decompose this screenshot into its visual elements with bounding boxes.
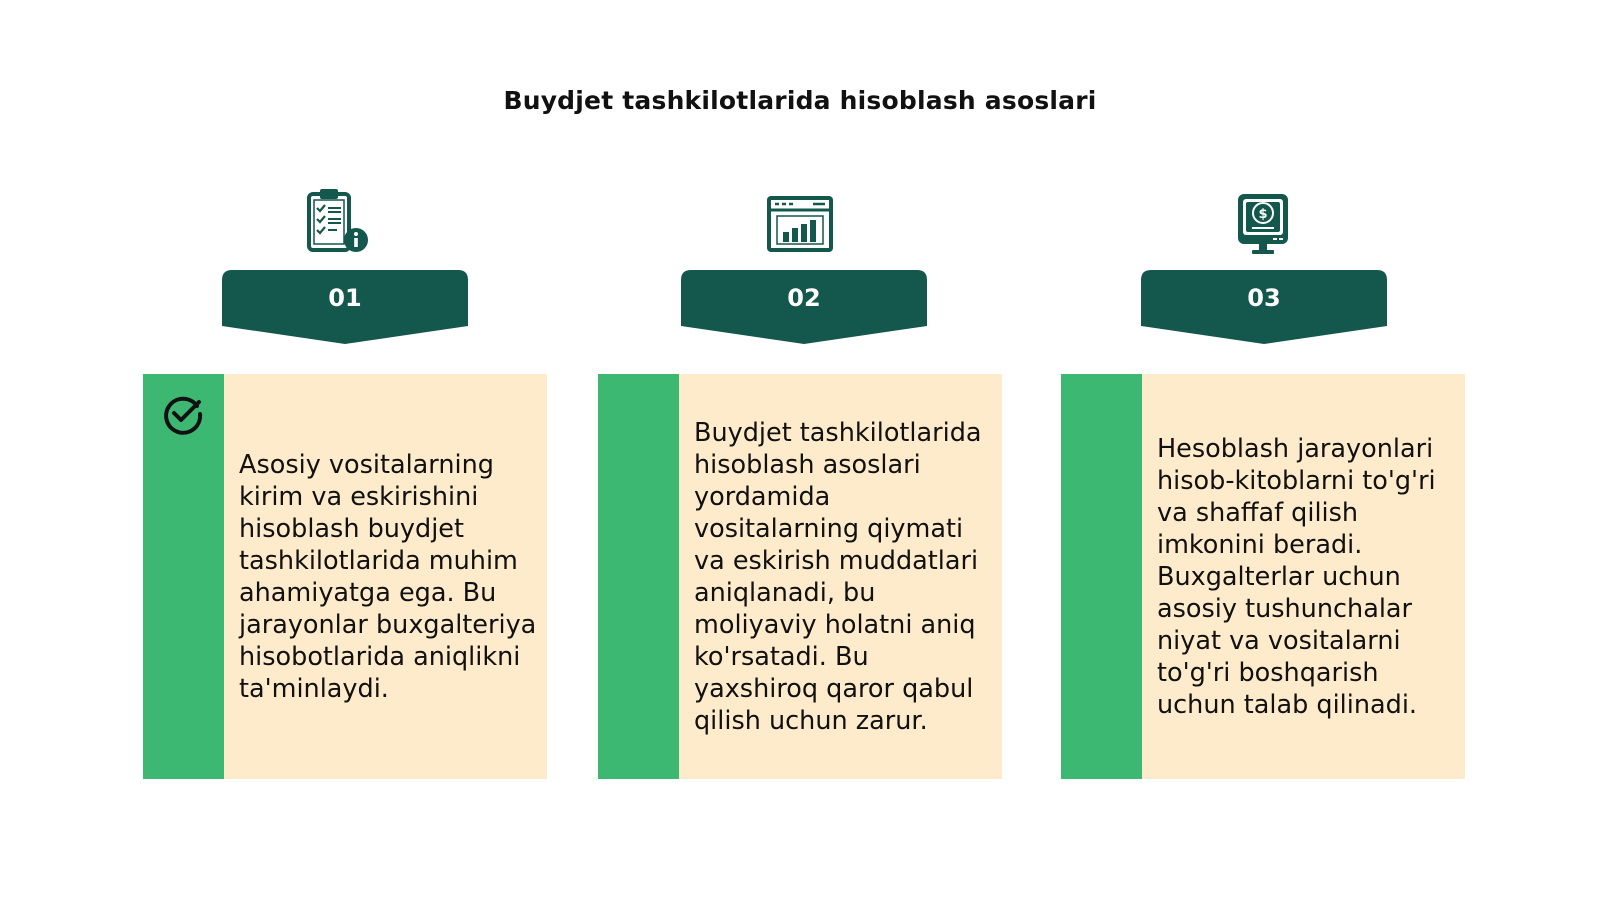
step-badge	[1141, 270, 1387, 346]
step-number: 02	[787, 284, 821, 312]
step-description: Buydjet tashkilotlarida hisoblash asoslari yordamida vositalarning qiymati va eskirish muddatlari aniqlanadi, bu moliyaviy holatni aniq ko'rsatadi. Bu yaxshiroq qaror qabul qilish uchun zarur.	[694, 417, 982, 736]
clipboard-checklist-info-icon	[303, 188, 373, 258]
panel-stripe	[598, 374, 679, 779]
step-panel	[598, 374, 1002, 779]
check-circle-icon	[161, 392, 205, 436]
step-badge	[222, 270, 468, 346]
dollar-monitor-icon	[1228, 188, 1298, 258]
step-description: Hesoblash jarayonlari hisob-kitoblarni to'g'ri va shaffaf qilish imkonini beradi. Buxgalterlar uchun asosiy tushunchalar niyat va vositalarni to'g'ri boshqarish uchun talab qilinadi.	[1157, 433, 1436, 720]
panel-stripe	[1061, 374, 1142, 779]
step-description: Asosiy vositalarning kirim va eskirishini hisoblash buydjet tashkilotlarida muhim ahamiyatga ega. Bu jarayonlar buxgalteriya hisobotlarida aniqlikni ta'minlaydi.	[239, 449, 537, 704]
step-panel	[143, 374, 547, 779]
svg-text:$: $	[1258, 207, 1268, 222]
step-number: 03	[1247, 284, 1281, 312]
step-panel	[1061, 374, 1465, 779]
step-badge	[681, 270, 927, 346]
bar-chart-window-icon	[765, 188, 835, 258]
page-title: Buydjet tashkilotlarida hisoblash asoslari	[503, 86, 1097, 115]
step-number: 01	[328, 284, 362, 312]
